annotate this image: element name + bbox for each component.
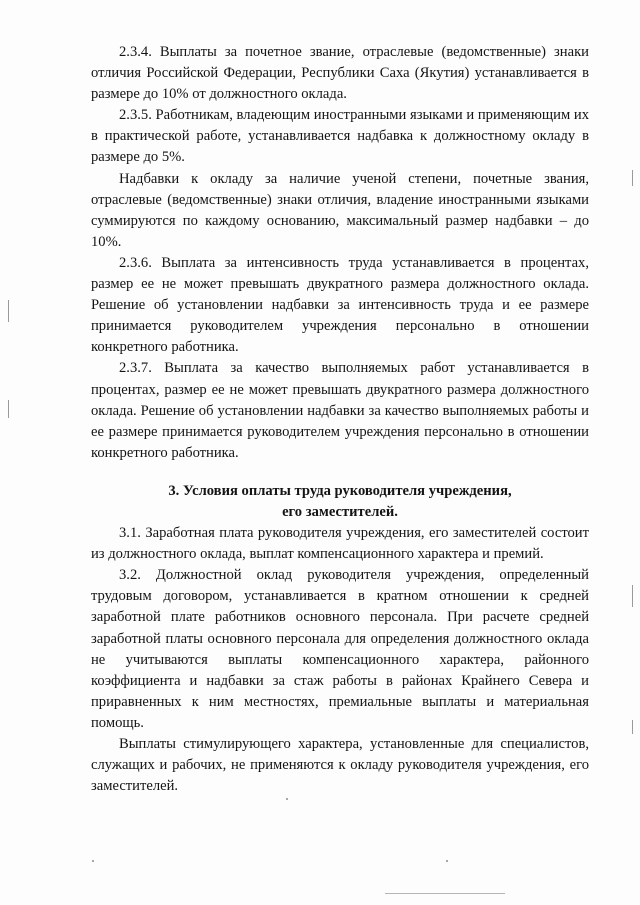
scan-edge-mark bbox=[632, 170, 633, 186]
scan-edge-mark bbox=[632, 720, 633, 734]
scan-speck bbox=[92, 860, 94, 862]
paragraph-2-3-6: 2.3.6. Выплата за интенсивность труда устанавливается в процентах, размер ее не может превышать двукратного размера должностного оклада. Решение об установлении надбавки за интенсивность труда и ее размере принимается руководителем учреждения персонально в отношении конкретного работника. bbox=[91, 254, 589, 356]
section-3-title-line1: 3. Условия оплаты труда руководителя учреждения, bbox=[168, 482, 512, 499]
paragraph-allowances-sum: Надбавки к окладу за наличие ученой степени, почетные звания, отраслевые (ведомственные) знаки отличия, владение иностранными языками суммируются по каждому основанию, максимальный размер надбавки – до 10%. bbox=[91, 170, 589, 250]
section-3-title-line2: его заместителей. bbox=[282, 503, 398, 520]
scan-edge-mark bbox=[8, 400, 9, 418]
paragraph-stimulating-payments: Выплаты стимулирующего характера, установленные для специалистов, служащих и рабочих, не применяются к окладу руководителя учреждения, его заместителей. bbox=[91, 736, 589, 795]
document-body bbox=[91, 42, 589, 797]
scan-edge-mark bbox=[632, 585, 633, 607]
scan-edge-mark bbox=[8, 300, 9, 322]
paragraph-3-1: 3.1. Заработная плата руководителя учреждения, его заместителей состоит из должностного оклада, выплат компенсационного характера и премий. bbox=[91, 525, 589, 563]
scan-bottom-line bbox=[385, 893, 505, 894]
paragraph-2-3-4: 2.3.4. Выплаты за почетное звание, отраслевые (ведомственные) знаки отличия Российской Федерации, Республики Саха (Якутия) устанавливается в размере до 10% от должностного оклада. bbox=[91, 44, 589, 103]
paragraph-2-3-5: 2.3.5. Работникам, владеющим иностранными языками и применяющим их в практической работе, устанавливается надбавка к должностному окладу в размере до 5%. bbox=[91, 107, 589, 166]
scan-speck bbox=[446, 860, 448, 862]
paragraph-3-2: 3.2. Должностной оклад руководителя учреждения, определенный трудовым договором, устанавливается в кратном отношении к средней заработной плате работников основного персонала. При расчете средней заработной платы основного персонала для определения должностного оклада не учитываются выплаты компенсационного характера, районного коэффициента и надбавки за стаж работы в районах Крайнего Севера и приравненных к ним местностях, премиальные выплаты и материальная помощь. bbox=[91, 567, 589, 731]
section-3-title bbox=[91, 481, 589, 523]
scan-speck bbox=[286, 798, 288, 800]
paragraph-2-3-7: 2.3.7. Выплата за качество выполняемых работ устанавливается в процентах, размер ее не может превышать двукратного размера должностного оклада. Решение об установлении надбавки за качество выполняемых работы и ее размере принимается руководителем учреждения персонально в отношении конкретного работника. bbox=[91, 360, 589, 461]
